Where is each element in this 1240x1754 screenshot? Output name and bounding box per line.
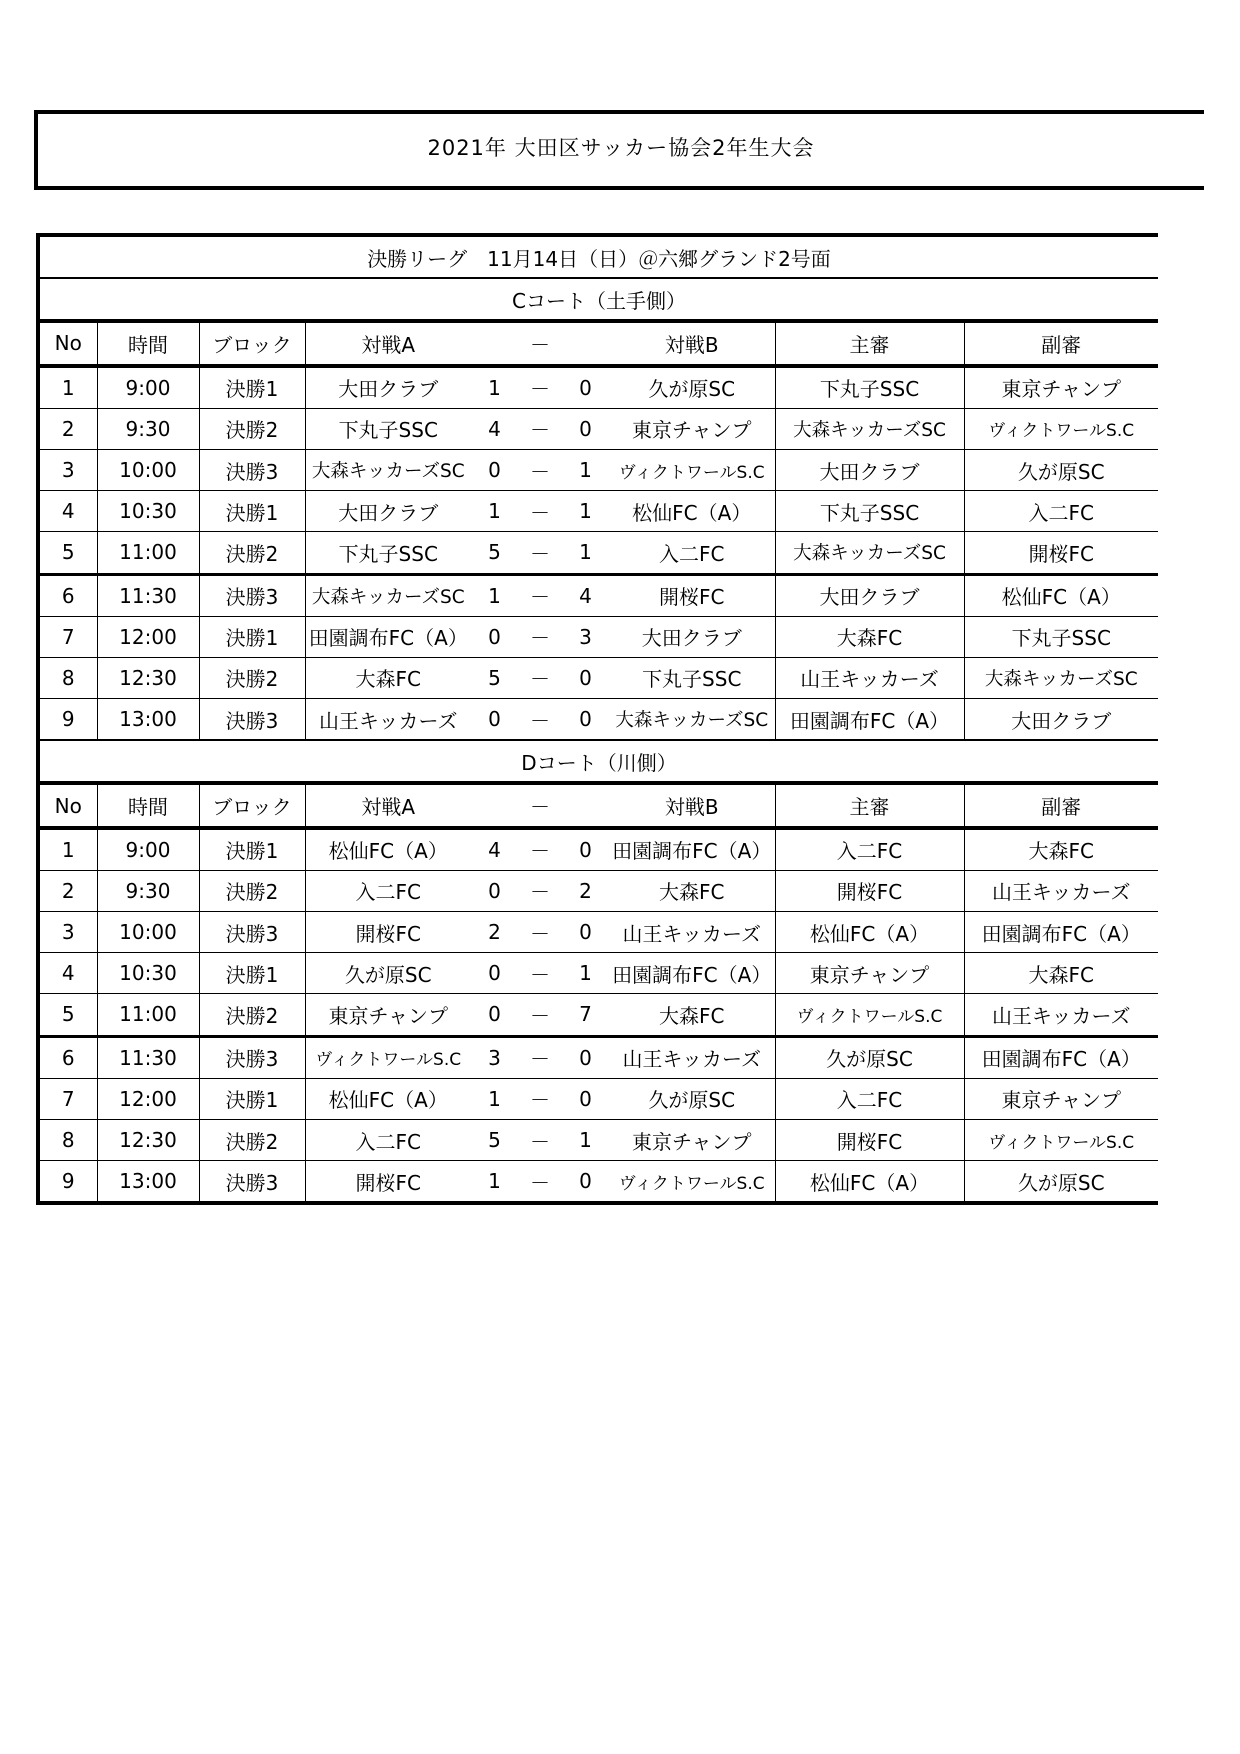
match-time: 12:00 <box>97 616 199 657</box>
match-no: 4 <box>38 491 97 532</box>
match-no: 1 <box>38 828 97 871</box>
header-block: ブロック <box>199 321 305 365</box>
match-no: 9 <box>38 699 97 741</box>
team-a: 松仙FC（A） <box>305 1078 471 1119</box>
team-a: 大田クラブ <box>305 366 471 409</box>
header-time: 時間 <box>97 783 199 827</box>
match-block: 決勝3 <box>199 574 305 616</box>
referee: 入二FC <box>775 828 964 871</box>
assistant-referee: 大森キッカーズSC <box>964 657 1158 698</box>
score-dash: － <box>518 1036 562 1078</box>
referee: 松仙FC（A） <box>775 912 964 953</box>
team-a: 大森キッカーズSC <box>305 449 471 490</box>
score-a: 0 <box>471 953 518 994</box>
match-row <box>38 616 1158 657</box>
match-time: 11:30 <box>97 1036 199 1078</box>
team-b: 山王キッカーズ <box>609 1036 775 1078</box>
match-block: 決勝1 <box>199 366 305 409</box>
team-b: 大森FC <box>609 994 775 1036</box>
team-a: 松仙FC（A） <box>305 828 471 871</box>
match-row <box>38 491 1158 532</box>
score-a: 0 <box>471 994 518 1036</box>
header-referee: 主審 <box>775 783 964 827</box>
match-no: 5 <box>38 994 97 1036</box>
match-row <box>38 1161 1158 1204</box>
score-a: 5 <box>471 657 518 698</box>
assistant-referee: 田園調布FC（A） <box>964 912 1158 953</box>
score-dash: － <box>518 1078 562 1119</box>
match-no: 2 <box>38 870 97 911</box>
match-no: 7 <box>38 616 97 657</box>
assistant-referee: 松仙FC（A） <box>964 574 1158 616</box>
score-dash: － <box>518 1119 562 1160</box>
match-no: 9 <box>38 1161 97 1204</box>
header-no: No <box>38 783 97 827</box>
match-row <box>38 1119 1158 1160</box>
match-time: 10:30 <box>97 953 199 994</box>
score-b: 0 <box>562 1161 609 1204</box>
assistant-referee: 久が原SC <box>964 1161 1158 1204</box>
header-dash: － <box>518 783 562 827</box>
assistant-referee: 田園調布FC（A） <box>964 1036 1158 1078</box>
assistant-referee: 東京チャンプ <box>964 1078 1158 1119</box>
match-time: 9:30 <box>97 870 199 911</box>
assistant-referee: ヴィクトワールS.C <box>964 408 1158 449</box>
score-dash: － <box>518 449 562 490</box>
score-dash: － <box>518 532 562 574</box>
match-block: 決勝2 <box>199 657 305 698</box>
score-a: 5 <box>471 532 518 574</box>
referee: 開桜FC <box>775 1119 964 1160</box>
schedule-body <box>38 235 1158 1203</box>
match-time: 9:30 <box>97 408 199 449</box>
assistant-referee: 大森FC <box>964 953 1158 994</box>
team-a: 大森FC <box>305 657 471 698</box>
header-referee: 主審 <box>775 321 964 365</box>
match-row <box>38 994 1158 1036</box>
team-a: 大森キッカーズSC <box>305 574 471 616</box>
match-block: 決勝1 <box>199 491 305 532</box>
match-block: 決勝2 <box>199 408 305 449</box>
match-block: 決勝3 <box>199 699 305 741</box>
score-dash: － <box>518 408 562 449</box>
referee: 入二FC <box>775 1078 964 1119</box>
assistant-referee: 開桜FC <box>964 532 1158 574</box>
team-b: 下丸子SSC <box>609 657 775 698</box>
assistant-referee: ヴィクトワールS.C <box>964 1119 1158 1160</box>
header-assistant: 副審 <box>964 321 1158 365</box>
team-b: 山王キッカーズ <box>609 912 775 953</box>
match-no: 6 <box>38 574 97 616</box>
score-b: 2 <box>562 870 609 911</box>
score-b: 0 <box>562 408 609 449</box>
match-row <box>38 532 1158 574</box>
score-dash: － <box>518 699 562 741</box>
match-time: 12:30 <box>97 1119 199 1160</box>
referee: 山王キッカーズ <box>775 657 964 698</box>
match-block: 決勝2 <box>199 870 305 911</box>
score-b: 1 <box>562 449 609 490</box>
assistant-referee: 久が原SC <box>964 449 1158 490</box>
team-b: 大森FC <box>609 870 775 911</box>
score-dash: － <box>518 1161 562 1204</box>
header-team-b: 対戦B <box>609 783 775 827</box>
match-time: 10:30 <box>97 491 199 532</box>
match-block: 決勝3 <box>199 1161 305 1204</box>
score-a: 4 <box>471 828 518 871</box>
referee: 大田クラブ <box>775 449 964 490</box>
match-no: 1 <box>38 366 97 409</box>
referee: 下丸子SSC <box>775 491 964 532</box>
match-row <box>38 574 1158 616</box>
match-time: 10:00 <box>97 449 199 490</box>
score-a: 1 <box>471 1078 518 1119</box>
match-row <box>38 408 1158 449</box>
team-b: 東京チャンプ <box>609 408 775 449</box>
court-name: Cコート（土手側） <box>38 278 1158 321</box>
team-a: 大田クラブ <box>305 491 471 532</box>
match-block: 決勝1 <box>199 1078 305 1119</box>
match-row <box>38 1078 1158 1119</box>
team-b: 田園調布FC（A） <box>609 953 775 994</box>
title-box <box>34 110 1204 190</box>
team-a: 入二FC <box>305 870 471 911</box>
schedule-table <box>36 233 1158 1205</box>
header-dash: － <box>518 321 562 365</box>
referee: 大田クラブ <box>775 574 964 616</box>
team-b: 入二FC <box>609 532 775 574</box>
score-dash: － <box>518 953 562 994</box>
match-block: 決勝1 <box>199 616 305 657</box>
score-b: 3 <box>562 616 609 657</box>
match-time: 11:00 <box>97 532 199 574</box>
score-dash: － <box>518 366 562 409</box>
match-no: 4 <box>38 953 97 994</box>
score-a: 5 <box>471 1119 518 1160</box>
score-a: 0 <box>471 870 518 911</box>
team-b: 田園調布FC（A） <box>609 828 775 871</box>
match-time: 9:00 <box>97 366 199 409</box>
team-b: 久が原SC <box>609 1078 775 1119</box>
assistant-referee: 入二FC <box>964 491 1158 532</box>
court-name: Dコート（川側） <box>38 740 1158 783</box>
match-no: 2 <box>38 408 97 449</box>
score-a: 1 <box>471 366 518 409</box>
score-a: 0 <box>471 449 518 490</box>
header-blank <box>471 783 518 827</box>
score-dash: － <box>518 574 562 616</box>
score-dash: － <box>518 870 562 911</box>
header-team-b: 対戦B <box>609 321 775 365</box>
header-no: No <box>38 321 97 365</box>
match-row <box>38 912 1158 953</box>
team-a: 東京チャンプ <box>305 994 471 1036</box>
match-time: 11:30 <box>97 574 199 616</box>
team-b: 東京チャンプ <box>609 1119 775 1160</box>
score-b: 1 <box>562 1119 609 1160</box>
match-row <box>38 870 1158 911</box>
team-b: 松仙FC（A） <box>609 491 775 532</box>
referee: ヴィクトワールS.C <box>775 994 964 1036</box>
score-b: 7 <box>562 994 609 1036</box>
referee: 大森FC <box>775 616 964 657</box>
match-block: 決勝3 <box>199 912 305 953</box>
team-a: 下丸子SSC <box>305 408 471 449</box>
score-b: 0 <box>562 1036 609 1078</box>
referee: 松仙FC（A） <box>775 1161 964 1204</box>
referee: 田園調布FC（A） <box>775 699 964 741</box>
score-a: 1 <box>471 1161 518 1204</box>
match-block: 決勝1 <box>199 953 305 994</box>
header-assistant: 副審 <box>964 783 1158 827</box>
column-header-row <box>38 783 1158 827</box>
referee: 久が原SC <box>775 1036 964 1078</box>
referee: 東京チャンプ <box>775 953 964 994</box>
match-time: 11:00 <box>97 994 199 1036</box>
team-a: 久が原SC <box>305 953 471 994</box>
score-b: 1 <box>562 953 609 994</box>
score-a: 3 <box>471 1036 518 1078</box>
referee: 大森キッカーズSC <box>775 532 964 574</box>
match-block: 決勝3 <box>199 1036 305 1078</box>
score-a: 2 <box>471 912 518 953</box>
column-header-row <box>38 321 1158 365</box>
match-no: 6 <box>38 1036 97 1078</box>
referee: 大森キッカーズSC <box>775 408 964 449</box>
assistant-referee: 大田クラブ <box>964 699 1158 741</box>
court-row <box>38 740 1158 783</box>
referee: 下丸子SSC <box>775 366 964 409</box>
match-row <box>38 953 1158 994</box>
match-no: 3 <box>38 449 97 490</box>
match-no: 7 <box>38 1078 97 1119</box>
team-a: 開桜FC <box>305 912 471 953</box>
score-b: 0 <box>562 657 609 698</box>
header-blank <box>471 321 518 365</box>
team-b: ヴィクトワールS.C <box>609 449 775 490</box>
header-team-a: 対戦A <box>305 321 471 365</box>
match-block: 決勝2 <box>199 532 305 574</box>
team-a: 山王キッカーズ <box>305 699 471 741</box>
match-block: 決勝3 <box>199 449 305 490</box>
team-a: 入二FC <box>305 1119 471 1160</box>
assistant-referee: 山王キッカーズ <box>964 870 1158 911</box>
banner-row <box>38 235 1158 278</box>
match-no: 5 <box>38 532 97 574</box>
banner-cell: 決勝リーグ 11月14日（日）＠六郷グランド2号面 <box>38 235 1158 278</box>
score-b: 1 <box>562 491 609 532</box>
match-block: 決勝2 <box>199 994 305 1036</box>
match-row <box>38 657 1158 698</box>
match-time: 9:00 <box>97 828 199 871</box>
match-time: 10:00 <box>97 912 199 953</box>
match-no: 8 <box>38 1119 97 1160</box>
team-a: 開桜FC <box>305 1161 471 1204</box>
team-b: 開桜FC <box>609 574 775 616</box>
score-a: 0 <box>471 616 518 657</box>
match-row <box>38 1036 1158 1078</box>
score-a: 4 <box>471 408 518 449</box>
document-title: 2021年 大田区サッカー協会2年生大会 <box>427 136 815 160</box>
score-b: 0 <box>562 366 609 409</box>
assistant-referee: 下丸子SSC <box>964 616 1158 657</box>
assistant-referee: 東京チャンプ <box>964 366 1158 409</box>
score-b: 1 <box>562 532 609 574</box>
header-blank <box>562 783 609 827</box>
team-a: ヴィクトワールS.C <box>305 1036 471 1078</box>
court-row <box>38 278 1158 321</box>
score-a: 0 <box>471 699 518 741</box>
assistant-referee: 山王キッカーズ <box>964 994 1158 1036</box>
team-b: 大森キッカーズSC <box>609 699 775 741</box>
score-a: 1 <box>471 491 518 532</box>
referee: 開桜FC <box>775 870 964 911</box>
team-a: 田園調布FC（A） <box>305 616 471 657</box>
match-no: 3 <box>38 912 97 953</box>
team-b: 大田クラブ <box>609 616 775 657</box>
team-b: ヴィクトワールS.C <box>609 1161 775 1204</box>
score-dash: － <box>518 491 562 532</box>
match-row <box>38 828 1158 871</box>
match-time: 12:00 <box>97 1078 199 1119</box>
header-team-a: 対戦A <box>305 783 471 827</box>
score-b: 0 <box>562 1078 609 1119</box>
score-b: 4 <box>562 574 609 616</box>
match-row <box>38 449 1158 490</box>
match-time: 12:30 <box>97 657 199 698</box>
score-dash: － <box>518 994 562 1036</box>
match-row <box>38 366 1158 409</box>
match-no: 8 <box>38 657 97 698</box>
score-b: 0 <box>562 699 609 741</box>
team-a: 下丸子SSC <box>305 532 471 574</box>
score-b: 0 <box>562 912 609 953</box>
match-block: 決勝1 <box>199 828 305 871</box>
assistant-referee: 大森FC <box>964 828 1158 871</box>
header-blank <box>562 321 609 365</box>
match-time: 13:00 <box>97 699 199 741</box>
match-time: 13:00 <box>97 1161 199 1204</box>
match-block: 決勝2 <box>199 1119 305 1160</box>
team-b: 久が原SC <box>609 366 775 409</box>
header-block: ブロック <box>199 783 305 827</box>
score-dash: － <box>518 912 562 953</box>
score-b: 0 <box>562 828 609 871</box>
score-a: 1 <box>471 574 518 616</box>
score-dash: － <box>518 616 562 657</box>
match-row <box>38 699 1158 741</box>
header-time: 時間 <box>97 321 199 365</box>
score-dash: － <box>518 828 562 871</box>
score-dash: － <box>518 657 562 698</box>
